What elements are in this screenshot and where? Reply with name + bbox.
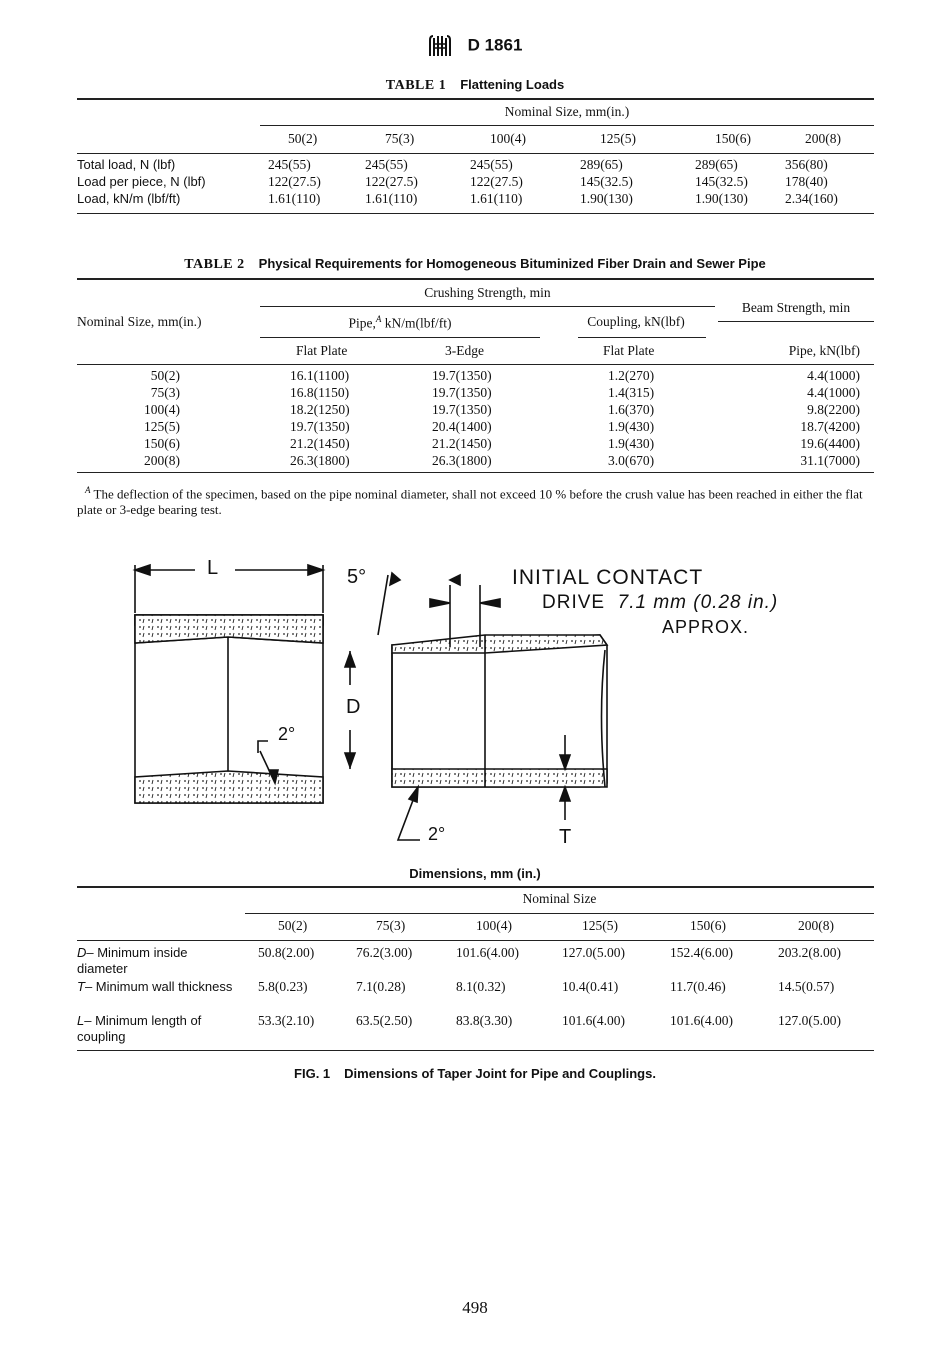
dims-caption — [0, 866, 950, 883]
angle-5: 5° — [347, 566, 367, 588]
table-cell: 127.0(5.00) — [778, 1013, 841, 1028]
table1-number: TABLE 1 — [385, 78, 447, 93]
table-cell: 76.2(3.00) — [356, 945, 413, 960]
coupling-cell: 1.9(430) — [608, 419, 655, 434]
astm-logo-icon — [428, 34, 454, 58]
table-cell: 101.6(4.00) — [562, 1013, 625, 1028]
table-cell: 1.90(130) — [580, 191, 633, 206]
footnote-mark: A — [85, 485, 91, 495]
figure-caption — [0, 1066, 950, 1083]
size-cell: 100(4) — [144, 402, 180, 417]
coupling-header: Coupling, kN(lbf) — [587, 314, 685, 329]
beam-cell: 31.1(7000) — [800, 453, 860, 468]
note-drive — [542, 592, 778, 614]
table-cell: 101.6(4.00) — [456, 945, 519, 960]
table-cell: 7.1(0.28) — [356, 979, 406, 994]
pipe-header — [260, 314, 540, 332]
page-number: 498 — [462, 1298, 488, 1317]
three-edge-cell: 19.7(1350) — [432, 385, 492, 400]
sub-flat-plate: Flat Plate — [296, 343, 348, 358]
flat-plate-cell: 16.8(1150) — [290, 385, 350, 400]
table1-title: Flattening Loads — [460, 77, 565, 92]
figure-number: FIG. 1 — [294, 1066, 331, 1081]
row-label — [77, 979, 239, 995]
row-header: Nominal Size, mm(in.) — [77, 314, 202, 329]
pipe-header-units: kN/m(lbf/ft) — [381, 315, 452, 331]
table3-group-header: Nominal Size — [522, 891, 597, 906]
sub-coupling-flat-plate: Flat Plate — [603, 343, 655, 358]
beam-cell: 18.7(4200) — [800, 419, 860, 434]
table-cell: 289(65) — [580, 157, 623, 172]
flat-plate-cell: 21.2(1450) — [290, 436, 350, 451]
table-cell: 1.61(110) — [268, 191, 321, 206]
table-cell: 50.8(2.00) — [258, 945, 315, 960]
three-edge-cell: 21.2(1450) — [432, 436, 492, 451]
coupling-cell: 1.2(270) — [608, 368, 655, 383]
size-cell: 150(6) — [144, 436, 180, 451]
angle-2-left: 2° — [278, 724, 296, 744]
size-header: 75(3) — [376, 918, 406, 933]
flat-plate-cell: 26.3(1800) — [290, 453, 350, 468]
table2-title: Physical Requirements for Homogeneous Bituminized Fiber Drain and Sewer Pipe — [258, 256, 766, 271]
table-cell: 245(55) — [365, 157, 408, 172]
size-header: 150(6) — [690, 918, 726, 933]
label-l: L — [207, 557, 219, 579]
footnote-text: The deflection of the specimen, based on the pipe nominal diameter, shall not exceed 10 % before the crush value has been reached in either the flat plate or 3-edge bearing test. — [77, 486, 863, 518]
label-d: D — [346, 696, 361, 718]
sub-beam-pipe: Pipe, kN(lbf) — [788, 343, 860, 358]
row-label: Load per piece, N (lbf) — [77, 174, 206, 189]
pipe-note-mark: A — [375, 314, 382, 324]
table-cell: 145(32.5) — [695, 174, 748, 189]
row-label — [77, 1013, 239, 1045]
beam-cell: 4.4(1000) — [807, 368, 860, 383]
table-cell: 127.0(5.00) — [562, 945, 625, 960]
designation: D 1861 — [467, 35, 523, 55]
table-cell: 145(32.5) — [580, 174, 633, 189]
table-cell: 289(65) — [695, 157, 738, 172]
flat-plate-cell: 18.2(1250) — [290, 402, 350, 417]
table-cell: 1.61(110) — [470, 191, 523, 206]
size-header: 50(2) — [278, 918, 308, 933]
table-cell: 101.6(4.00) — [670, 1013, 733, 1028]
dimension-symbol: L — [77, 1013, 85, 1028]
size-cell: 75(3) — [150, 385, 180, 400]
table-cell: 63.5(2.50) — [356, 1013, 413, 1028]
dimension-symbol: D — [77, 945, 87, 960]
size-header: 75(3) — [385, 131, 415, 146]
row-label — [77, 945, 239, 977]
size-header: 125(5) — [582, 918, 618, 933]
flat-plate-cell: 16.1(1100) — [290, 368, 350, 383]
size-header: 50(2) — [288, 131, 318, 146]
note-approx: APPROX. — [662, 617, 750, 637]
table-cell: 53.3(2.10) — [258, 1013, 315, 1028]
beam-cell: 4.4(1000) — [807, 385, 860, 400]
table-cell: 2.34(160) — [785, 191, 838, 206]
table2-caption — [0, 256, 950, 273]
size-header: 125(5) — [600, 131, 636, 146]
table-cell: 122(27.5) — [365, 174, 418, 189]
three-edge-cell: 19.7(1350) — [432, 368, 492, 383]
coupling-cell: 3.0(670) — [608, 453, 655, 468]
coupling-cell: 1.6(370) — [608, 402, 655, 417]
dims-caption-text: Dimensions, mm (in.) — [409, 866, 541, 881]
size-cell: 200(8) — [144, 453, 180, 468]
table-cell: 8.1(0.32) — [456, 979, 506, 994]
table-cell: 83.8(3.30) — [456, 1013, 513, 1028]
table-cell: 14.5(0.57) — [778, 979, 835, 994]
figure-title: Dimensions of Taper Joint for Pipe and Couplings. — [344, 1066, 656, 1081]
table-cell: 245(55) — [268, 157, 311, 172]
angle-2-right: 2° — [428, 824, 446, 844]
table-cell: 122(27.5) — [268, 174, 321, 189]
crushing-header: Crushing Strength, min — [424, 285, 551, 300]
row-label: Load, kN/m (lbf/ft) — [77, 191, 181, 206]
note-initial-contact: INITIAL CONTACT — [512, 566, 704, 589]
table2-number: TABLE 2 — [184, 257, 245, 272]
table-cell: 203.2(8.00) — [778, 945, 841, 960]
dimension-description: – Minimum wall thickness — [84, 979, 233, 994]
size-cell: 50(2) — [150, 368, 180, 383]
size-header: 100(4) — [476, 918, 512, 933]
size-header: 150(6) — [715, 131, 751, 146]
size-header: 200(8) — [798, 918, 834, 933]
size-header: 200(8) — [805, 131, 841, 146]
coupling-cell: 1.4(315) — [608, 385, 655, 400]
dimension-description: – Minimum inside diameter — [77, 945, 188, 976]
table2-footnote — [77, 482, 874, 518]
label-t: T — [559, 826, 572, 848]
table-cell: 10.4(0.41) — [562, 979, 619, 994]
beam-cell: 9.8(2200) — [807, 402, 860, 417]
beam-cell: 19.6(4400) — [800, 436, 860, 451]
table-cell: 5.8(0.23) — [258, 979, 308, 994]
table-cell: 11.7(0.46) — [670, 979, 726, 994]
three-edge-cell: 19.7(1350) — [432, 402, 492, 417]
sub-three-edge: 3-Edge — [445, 343, 484, 358]
three-edge-cell: 20.4(1400) — [432, 419, 492, 434]
table-cell: 245(55) — [470, 157, 513, 172]
flat-plate-cell: 19.7(1350) — [290, 419, 350, 434]
beam-header: Beam Strength, min — [741, 300, 851, 315]
pipe-header-label: Pipe, — [348, 315, 376, 331]
page-header — [0, 34, 950, 58]
note-drive-word: DRIVE — [542, 592, 606, 613]
table-cell: 178(40) — [785, 174, 828, 189]
dimension-symbol: T — [77, 979, 85, 994]
table-cell: 122(27.5) — [470, 174, 523, 189]
size-header: 100(4) — [490, 131, 526, 146]
table-cell: 1.61(110) — [365, 191, 418, 206]
note-drive-value: 7.1 mm (0.28 in.) — [617, 592, 779, 613]
table-cell: 356(80) — [785, 157, 828, 172]
table-cell: 152.4(6.00) — [670, 945, 733, 960]
table-cell: 1.90(130) — [695, 191, 748, 206]
size-cell: 125(5) — [144, 419, 180, 434]
dimension-description: – Minimum length of coupling — [77, 1013, 202, 1044]
three-edge-cell: 26.3(1800) — [432, 453, 492, 468]
row-label: Total load, N (lbf) — [77, 157, 176, 172]
table1-group-header: Nominal Size, mm(in.) — [504, 104, 630, 119]
table1-caption — [0, 77, 950, 94]
coupling-cell: 1.9(430) — [608, 436, 655, 451]
